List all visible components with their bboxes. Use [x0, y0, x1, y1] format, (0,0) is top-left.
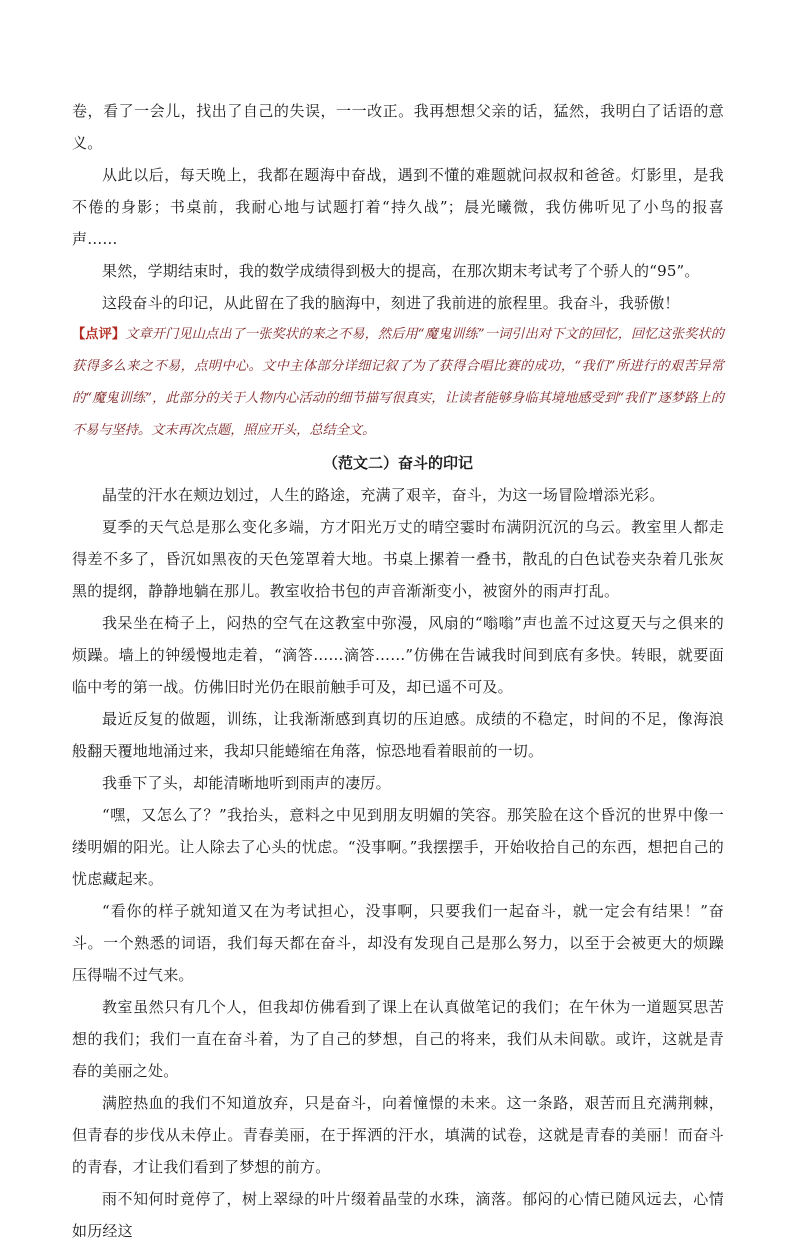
document-page: [72, 95, 724, 1247]
paragraph: 果然，学期结束时，我的数学成绩得到极大的提高，在那次期末考试考了个骄人的“95”。: [102, 262, 700, 280]
paragraph: 我呆坐在椅子上，闷热的空气在这教室中弥漫，风扇的“嗡嗡”声也盖不过这夏天与之俱来的烦躁。墙上的钟缓慢地走着，“滴答……滴答……”仿佛在告诫我时间到底有多快。转眼，就要面临中考的第一战。仿佛旧时光仍在眼前触手可及，却已遥不可及。: [72, 614, 724, 696]
review-comment-text: 文章开门见山点出了一张奖状的来之不易，然后用“魔鬼训练”一词引出对下文的回忆，回忆这张奖状的获得多么来之不易，点明中心。文中主体部分详细记叙了为了获得合唱比赛的成功，“我们”所进行的艰苦异常的“魔鬼训练”，此部分的关于人物内心活动的细节描写很真实，让读者能够身临其境地感受到“我们”逐梦路上的不易与坚持。文末再次点题，照应开头，总结全文。: [72, 327, 724, 438]
paragraph: 我垂下了头，却能清晰地听到雨声的凄厉。: [102, 774, 391, 792]
paragraph: 晶莹的汗水在颊边划过，人生的路途，充满了艰辛，奋斗，为这一场冒险增添光彩。: [102, 486, 665, 504]
heading-title: 奋斗的印记: [398, 454, 474, 472]
paragraph-continuation: 卷，看了一会儿，找出了自己的失误，一一改正。我再想想父亲的话，猛然，我明白了话语的意义。: [72, 102, 724, 152]
paragraph: 满腔热血的我们不知道放弃，只是奋斗，向着憧憬的未来。这一条路，艰苦而且充满荆棘，但青春的步伐从未停止。青春美丽，在于挥洒的汗水，填满的试卷，这就是青春的美丽！而奋斗的青春，才让我们看到了梦想的前方。: [72, 1094, 724, 1176]
paragraph: 最近反复的做题，训练，让我渐渐感到真切的压迫感。成绩的不稳定，时间的不足，像海浪般翻天覆地地涌过来，我却只能蜷缩在角落，惊恐地看着眼前的一切。: [72, 710, 724, 760]
paragraph: “嘿，又怎么了？”我抬头，意料之中见到朋友明媚的笑容。那笑脸在这个昏沉的世界中像一缕明媚的阳光。让人除去了心头的忧虑。“没事啊。”我摆摆手，开始收拾自己的东西，想把自己的忧虑藏起来。: [72, 806, 724, 888]
section-heading: [72, 447, 724, 479]
paragraph: “看你的样子就知道又在为考试担心，没事啊，只要我们一起奋斗，就一定会有结果！”奋斗。一个熟悉的词语，我们每天都在奋斗，却没有发现自己是那么努力，以至于会被更大的烦躁压得喘不过气来。: [72, 902, 724, 984]
paragraph: 从此以后，每天晚上，我都在题海中奋战，遇到不懂的难题就问叔叔和爸爸。灯影里，是我不倦的身影；书桌前，我耐心地与试题打着“持久战”；晨光曦微，我仿佛听见了小鸟的报喜声……: [72, 166, 724, 248]
review-comment: [72, 319, 724, 447]
review-comment-tag: 【点评】: [72, 327, 126, 342]
heading-prefix: （范文二）: [322, 454, 398, 472]
paragraph: 教室虽然只有几个人，但我却仿佛看到了课上在认真做笔记的我们；在午休为一道题冥思苦想的我们；我们一直在奋斗着，为了自己的梦想，自己的将来，我们从未间歇。或许，这就是青春的美丽之处。: [72, 998, 724, 1080]
paragraph: 雨不知何时竟停了，树上翠绿的叶片缀着晶莹的水珠，滴落。郁闷的心情已随风远去，心情如历经这: [72, 1190, 724, 1240]
paragraph: 这段奋斗的印记，从此留在了我的脑海中，刻进了我前进的旅程里。我奋斗，我骄傲！: [102, 294, 680, 312]
paragraph: 夏季的天气总是那么变化多端，方才阳光万丈的晴空霎时布满阴沉沉的乌云。教室里人都走得差不多了，昏沉如黑夜的天色笼罩着大地。书桌上摞着一叠书，散乱的白色试卷夹杂着几张灰黑的提纲，静静地躺在那儿。教室收拾书包的声音渐渐变小，被窗外的雨声打乱。: [72, 518, 724, 600]
